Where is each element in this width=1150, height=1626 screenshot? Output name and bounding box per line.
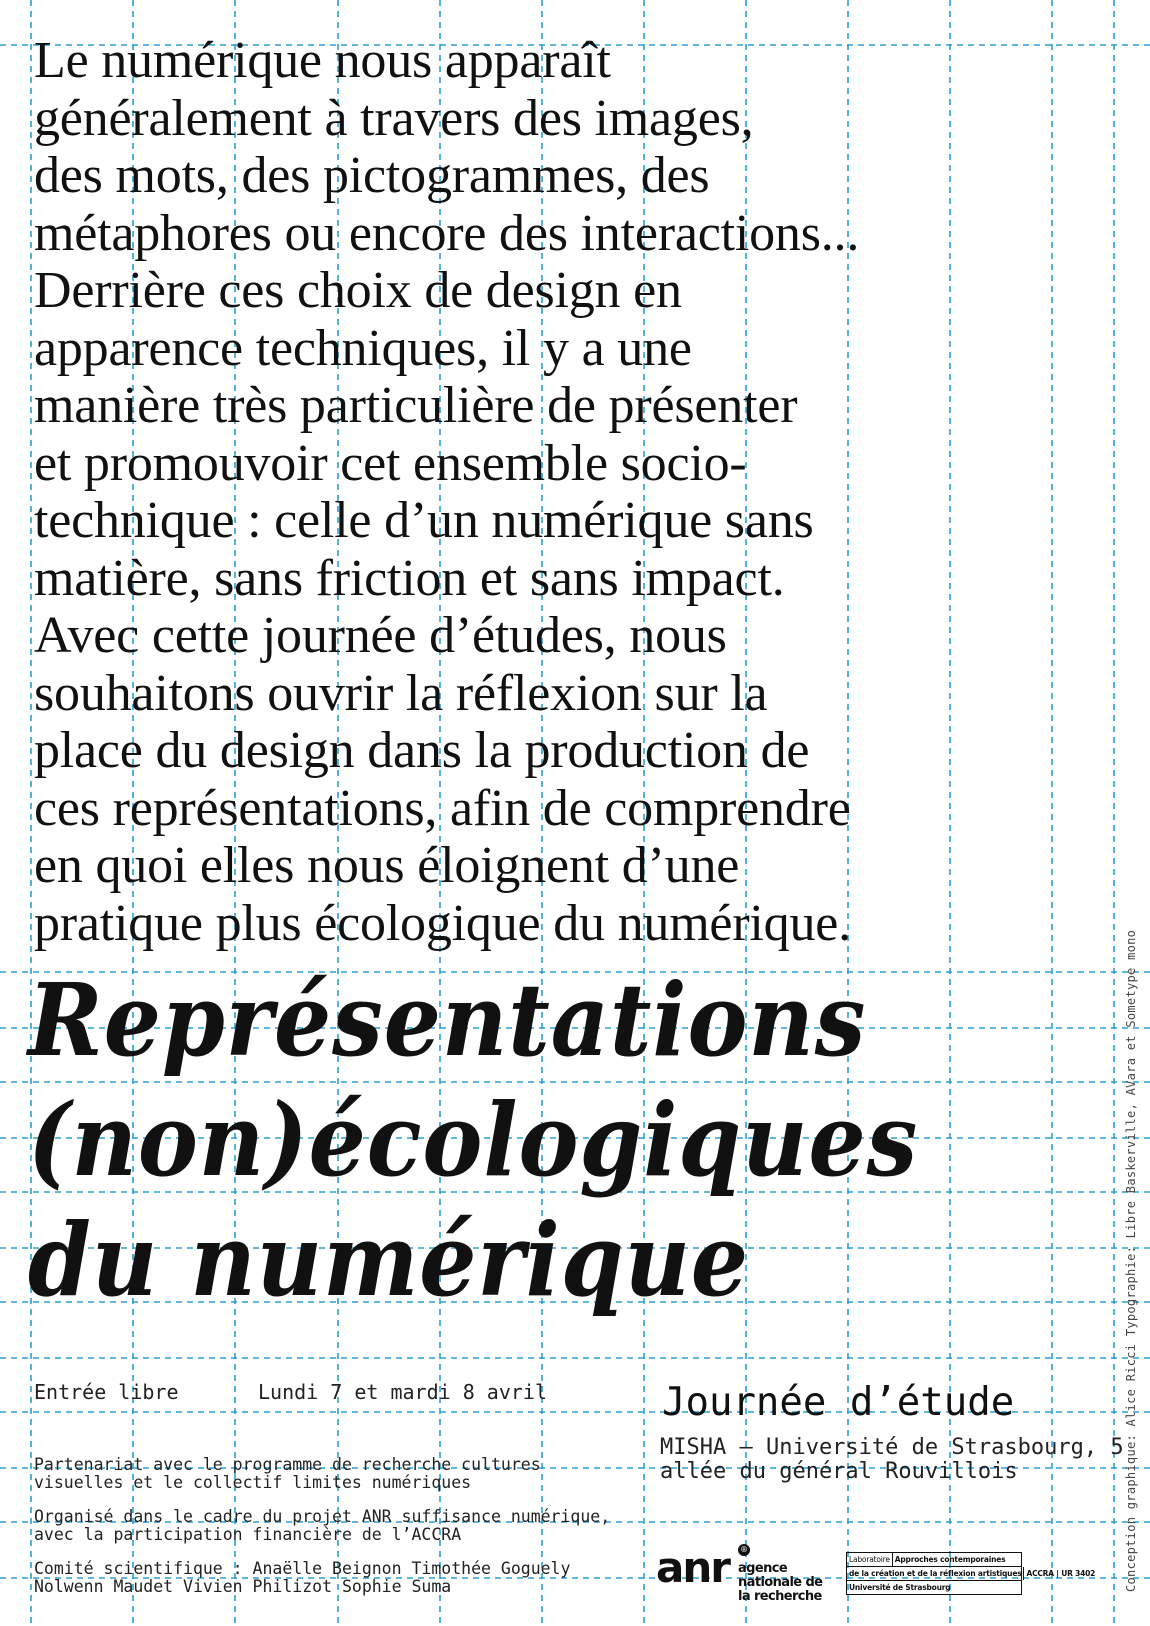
intro-paragraph: Le numérique nous apparaît généralement à travers des images, des mots, des pictogrammes, des métaphores ou encore des interactions... Derrière ces choix de design en apparence techniques, il y a une manière très particulière de présenter et promouvoir cet ensemble socio- technique : celle d’un numérique sans matière, sans friction et sans impact. Avec cette journée d’études, nous souhaitons ouvrir la réflexion sur la place du design dans la production de ces représentations, afin de comprendre en quoi elles nous éloignent d’une pratique plus écologique du numérique. [34, 32, 860, 952]
accra-logo-row [847, 1581, 1021, 1594]
accra-creation: de la création et de la réflexion artistiques [849, 1569, 1022, 1578]
accra-laboratoire: Laboratoire [849, 1555, 890, 1564]
event-venue: MISHA – Université de Strasbourg, 5 allée du général Rouvillois [660, 1435, 1124, 1484]
accra-logo-row [847, 1567, 1096, 1581]
accra-logo [846, 1552, 1096, 1595]
entry-info: Entrée libre [34, 1380, 179, 1404]
registered-icon: ® [740, 1545, 748, 1554]
event-dates: Lundi 7 et mardi 8 avril [258, 1380, 547, 1404]
partnership-note: Partenariat avec le programme de recherche cultures visuelles et le collectif limites numériques [34, 1455, 541, 1492]
scientific-committee: Comité scientifique : Anaëlle Beignon Timothée Goguely Nolwenn Maudet Vivien Philizot Sophie Suma [34, 1559, 571, 1596]
event-type: Journée d’étude [662, 1380, 1015, 1425]
accra-university: Université de Strasbourg [849, 1583, 951, 1592]
poster-title: Représentations (non)écologiques du numérique [28, 961, 919, 1319]
anr-logo-name: agence nationale de la recherche [738, 1561, 823, 1604]
accra-approches: Approches contemporaines [892, 1553, 1008, 1566]
accra-unit: ACCRA | UR 3402 [1023, 1567, 1097, 1580]
design-credit: Conception graphique: Alice Ricci Typographie: Libre Baskerville, AVara et Sometype mono [1124, 929, 1138, 1592]
organisation-note: Organisé dans le cadre du projet ANR suffisance numérique, avec la participation financière de l’ACCRA [34, 1507, 611, 1544]
accra-logo-row [847, 1553, 1021, 1567]
anr-logo [656, 1543, 826, 1604]
anr-logo-mark: anr [656, 1543, 729, 1592]
